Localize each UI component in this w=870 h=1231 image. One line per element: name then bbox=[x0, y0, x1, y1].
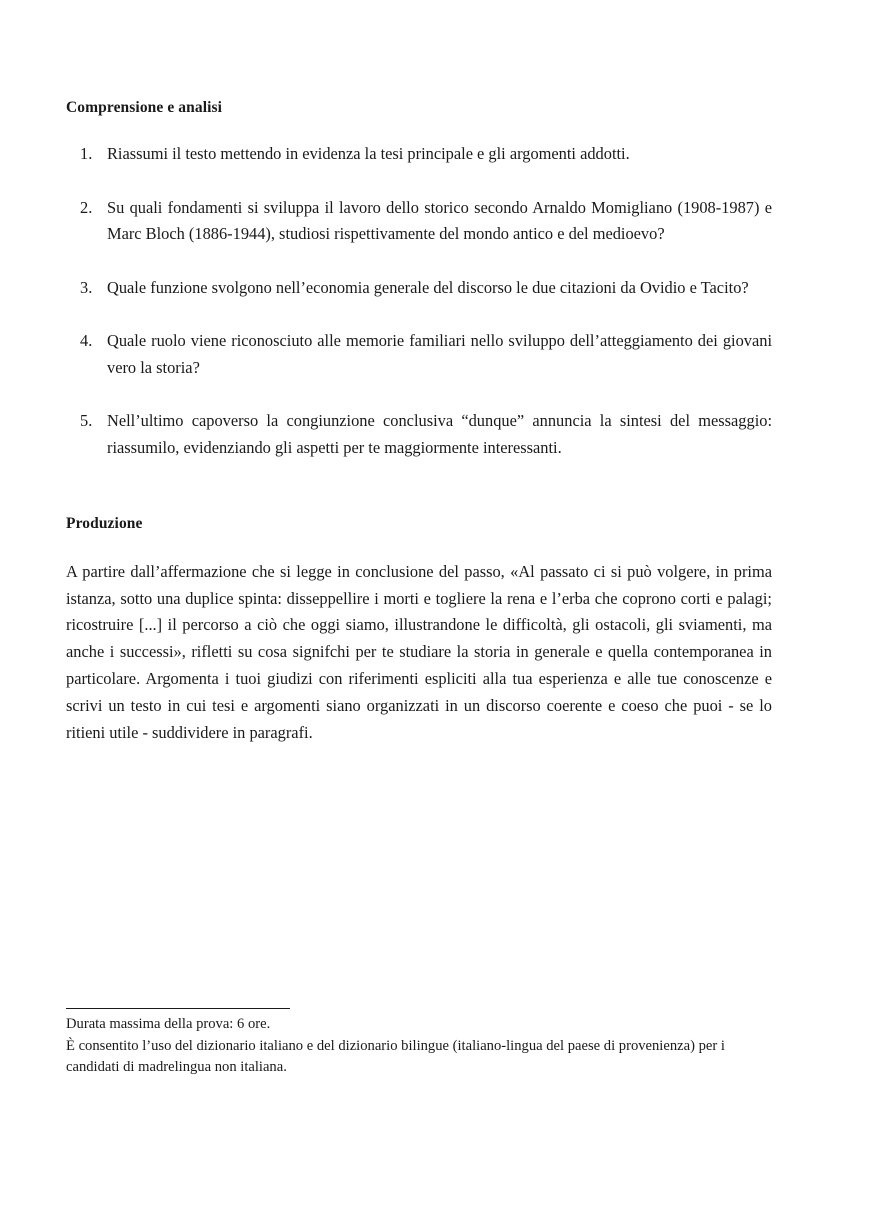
question-text: Quale ruolo viene riconosciuto alle memorie familiari nello sviluppo dell’atteggiamento dei giovani vero la storia? bbox=[107, 331, 772, 377]
produzione-paragraph: A partire dall’affermazione che si legge in conclusione del passo, «Al passato ci si può volgere, in prima istanza, sotto una duplice spinta: disseppellire i morti e togliere la rena e l’erba che coprono corti e palagi; ricostruire [...] il percorso a ciò che oggi siamo, illustrandone le difficoltà, gli ostacoli, gli sviamenti, ma anche i successi», rifletti su cosa signifchi per te studiare la storia in generale e quella contemporanea in particolare. Argomenta i tuoi giudizi con riferimenti espliciti alla tua esperienza e alle tue conoscenze e scrivi un testo in cui tesi e argomenti siano organizzati in un discorso coerente e coeso che puoi - se lo ritieni utile - suddividere in paragrafi. bbox=[66, 561, 772, 742]
footnote-area bbox=[66, 1008, 772, 1079]
question-text: Nell’ultimo capoverso la congiunzione conclusiva “dunque” annuncia la sintesi del messaggio: riassumilo, evidenziando gli aspetti per te maggiormente interessanti. bbox=[107, 411, 772, 457]
footnote-dictionary-note: È consentito l’uso del dizionario italiano e del dizionario bilingue (italiano-lingua del paese di provenienza) per i candidati di madrelingua non italiana. bbox=[66, 1037, 725, 1075]
question-number: 4. bbox=[80, 331, 93, 351]
section-heading-produzione: Produzione bbox=[66, 515, 143, 533]
footnote-duration: Durata massima della prova: 6 ore. bbox=[66, 1016, 271, 1032]
question-text: Riassumi il testo mettendo in evidenza la tesi principale e gli argomenti addotti. bbox=[107, 144, 630, 164]
question-item bbox=[66, 408, 772, 461]
document-body bbox=[66, 98, 772, 763]
question-item bbox=[66, 195, 772, 248]
section-heading-comprensione: Comprensione e analisi bbox=[66, 99, 223, 116]
question-list bbox=[66, 141, 772, 461]
question-item bbox=[66, 328, 772, 381]
question-item bbox=[66, 275, 772, 302]
question-number: 1. bbox=[80, 144, 93, 164]
question-text: Quale funzione svolgono nell’economia generale del discorso le due citazioni da Ovidio e Tacito? bbox=[107, 277, 749, 297]
question-number: 5. bbox=[80, 411, 93, 431]
question-item bbox=[66, 141, 772, 168]
question-text: Su quali fondamenti si sviluppa il lavoro dello storico secondo Arnaldo Momigliano (1908-1987) e Marc Bloch (1886-1944), studiosi rispettivamente del mondo antico e del medioevo? bbox=[107, 197, 772, 244]
section-produzione bbox=[66, 514, 772, 746]
question-number: 2. bbox=[80, 197, 93, 217]
question-number: 3. bbox=[80, 277, 93, 297]
footnote-separator-rule bbox=[66, 1008, 290, 1009]
